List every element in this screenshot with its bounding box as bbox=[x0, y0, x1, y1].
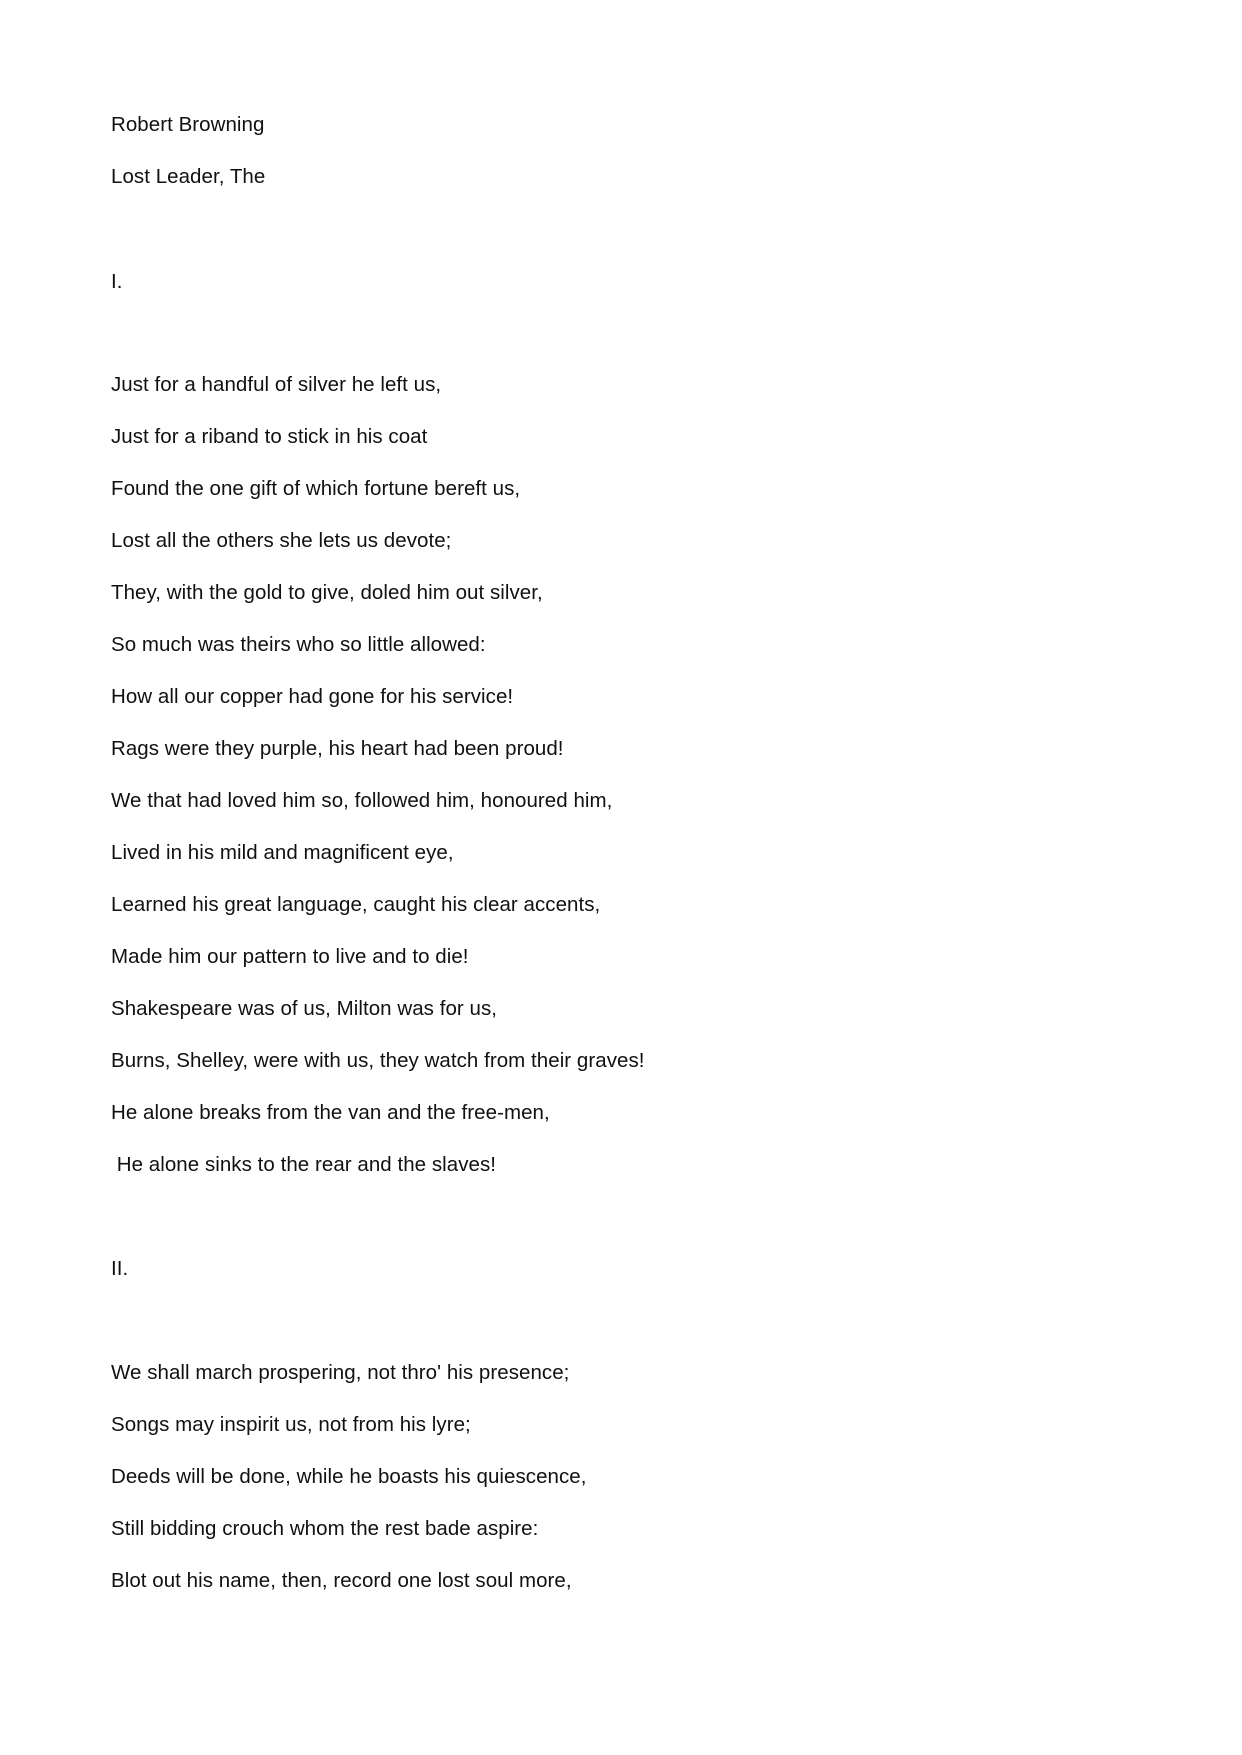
poem-line: Just for a handful of silver he left us, bbox=[111, 373, 442, 396]
stanza-1-numeral: I. bbox=[111, 270, 123, 293]
poem-line: Blot out his name, then, record one lost soul more, bbox=[111, 1569, 572, 1592]
poem-line: Lived in his mild and magnificent eye, bbox=[111, 841, 454, 864]
poem-line: Just for a riband to stick in his coat bbox=[111, 425, 428, 448]
poem-line: We that had loved him so, followed him, honoured him, bbox=[111, 789, 613, 812]
poem-line: Made him our pattern to live and to die! bbox=[111, 945, 469, 968]
poem-line: Shakespeare was of us, Milton was for us, bbox=[111, 997, 498, 1020]
poem-line: We shall march prospering, not thro' his presence; bbox=[111, 1361, 570, 1384]
poem-line: Burns, Shelley, were with us, they watch from their graves! bbox=[111, 1049, 645, 1072]
poem-line: Deeds will be done, while he boasts his quiescence, bbox=[111, 1465, 587, 1488]
poem-line: Still bidding crouch whom the rest bade aspire: bbox=[111, 1517, 539, 1540]
poem-line: Lost all the others she lets us devote; bbox=[111, 529, 452, 552]
poem-line: Learned his great language, caught his clear accents, bbox=[111, 893, 601, 916]
poem-line: They, with the gold to give, doled him out silver, bbox=[111, 581, 543, 604]
poem-line: He alone breaks from the van and the free-men, bbox=[111, 1101, 550, 1124]
poem-line: Songs may inspirit us, not from his lyre; bbox=[111, 1413, 471, 1436]
poem-line: So much was theirs who so little allowed: bbox=[111, 633, 486, 656]
poem-line: Rags were they purple, his heart had been proud! bbox=[111, 737, 564, 760]
poem-title: Lost Leader, The bbox=[111, 165, 266, 188]
stanza-2-numeral: II. bbox=[111, 1257, 129, 1280]
author-line: Robert Browning bbox=[111, 113, 265, 136]
poem-line: He alone sinks to the rear and the slaves! bbox=[111, 1153, 497, 1176]
poem-line: Found the one gift of which fortune bereft us, bbox=[111, 477, 521, 500]
poem-line: How all our copper had gone for his service! bbox=[111, 685, 514, 708]
